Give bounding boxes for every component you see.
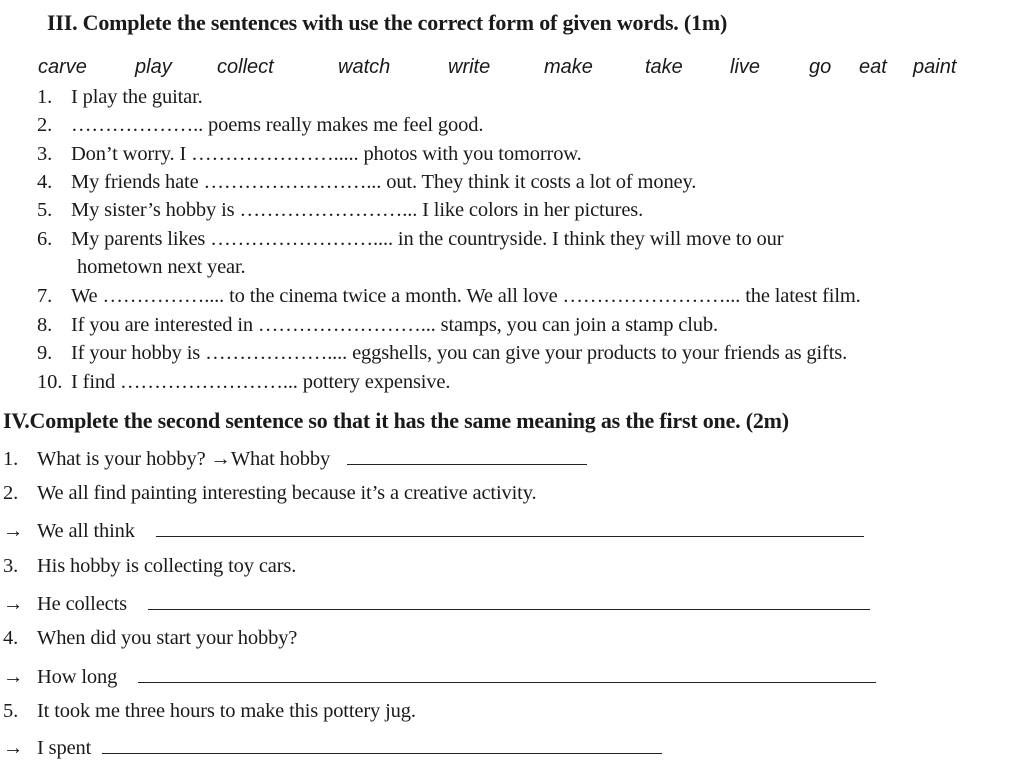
- exercise-line: [37, 199, 643, 222]
- item-text: What is your hobby? →What hobby: [37, 448, 331, 470]
- rewrite-line: [3, 518, 864, 543]
- answer-blank[interactable]: [102, 735, 662, 754]
- item-text: We …………….... to the cinema twice a month. We all love ……………………... the latest film.: [71, 285, 861, 307]
- word-bank-item: watch: [338, 56, 391, 78]
- item-number: 2.: [3, 482, 19, 504]
- word-bank: [0, 56, 1024, 84]
- word-bank-item: go: [809, 56, 832, 78]
- item-text: How long: [37, 666, 118, 688]
- item-number: 1.: [37, 86, 53, 108]
- item-text: When did you start your hobby?: [37, 627, 298, 649]
- item-number: 5.: [3, 700, 19, 722]
- rewrite-line: [3, 446, 587, 471]
- item-number: 1.: [3, 448, 19, 470]
- item-text: My parents likes …………………….... in the countryside. I think they will move to our: [71, 228, 784, 250]
- exercise-line: [37, 86, 203, 109]
- arrow-icon: →: [3, 737, 24, 759]
- item-text: If you are interested in ……………………... stamps, you can join a stamp club.: [71, 314, 718, 336]
- exercise-line: [37, 114, 483, 137]
- exercise-line: [37, 171, 696, 194]
- rewrite-line: [3, 555, 296, 578]
- word-bank-item: play: [135, 56, 172, 78]
- exercise-line: [37, 228, 783, 251]
- item-number: 4.: [3, 627, 19, 649]
- word-bank-item: eat: [859, 56, 887, 78]
- rewrite-line: [3, 664, 876, 689]
- word-bank-item: write: [448, 56, 491, 78]
- item-number: 8.: [37, 314, 53, 336]
- word-bank-item: carve: [38, 56, 87, 78]
- exercise-line: [37, 314, 718, 337]
- item-text: We all think: [37, 520, 135, 542]
- item-number: 7.: [37, 285, 53, 307]
- exercise-line: [37, 371, 450, 394]
- answer-blank[interactable]: [138, 664, 876, 683]
- item-number: 5.: [37, 199, 53, 221]
- exercise-line: [37, 285, 861, 308]
- arrow-icon: →: [3, 520, 24, 542]
- item-text: His hobby is collecting toy cars.: [37, 555, 297, 577]
- item-number: 3.: [37, 143, 53, 165]
- rewrite-line: [3, 627, 297, 650]
- section-3-heading: III. Complete the sentences with use the correct form of given words. (1m): [47, 10, 728, 35]
- section-4-heading: IV.Complete the second sentence so that it has the same meaning as the first one. (2m): [3, 408, 789, 433]
- item-text: My sister’s hobby is ……………………... I like colors in her pictures.: [71, 199, 644, 221]
- answer-blank[interactable]: [156, 518, 864, 537]
- item-text: ……………….. poems really makes me feel good.: [71, 114, 484, 136]
- item-number: 3.: [3, 555, 19, 577]
- item-text: Don’t worry. I …………………..... photos with you tomorrow.: [71, 143, 582, 165]
- exercise-line: [37, 143, 582, 166]
- item-text: I find ……………………... pottery expensive.: [71, 371, 451, 393]
- word-bank-item: paint: [913, 56, 957, 78]
- word-bank-item: collect: [217, 56, 274, 78]
- item-number: 2.: [37, 114, 53, 136]
- item-text: I spent: [37, 737, 92, 759]
- item-text: My friends hate ……………………... out. They think it costs a lot of money.: [71, 171, 697, 193]
- item-number: 10.: [37, 371, 63, 393]
- word-bank-item: take: [645, 56, 683, 78]
- arrow-icon: →: [3, 666, 24, 688]
- rewrite-line: [3, 700, 416, 723]
- answer-blank[interactable]: [347, 446, 587, 465]
- word-bank-item: live: [730, 56, 761, 78]
- item-text: If your hobby is ……………….... eggshells, you can give your products to your friends as gifts.: [71, 342, 848, 364]
- word-bank-item: make: [544, 56, 593, 78]
- item-number: 6.: [37, 228, 53, 250]
- rewrite-line: [3, 735, 662, 760]
- item-text: I play the guitar.: [71, 86, 203, 108]
- rewrite-line: [3, 591, 870, 616]
- item-text: He collects: [37, 593, 127, 615]
- item-text: It took me three hours to make this pottery jug.: [37, 700, 416, 722]
- exercise-line: [37, 342, 847, 365]
- item-text: hometown next year.: [77, 256, 246, 278]
- item-number: 9.: [37, 342, 53, 364]
- item-text: We all find painting interesting because it’s a creative activity.: [37, 482, 537, 504]
- item-number: 4.: [37, 171, 53, 193]
- answer-blank[interactable]: [148, 591, 870, 610]
- arrow-icon: →: [3, 593, 24, 615]
- exercise-line-continuation: [77, 256, 246, 279]
- rewrite-line: [3, 482, 536, 505]
